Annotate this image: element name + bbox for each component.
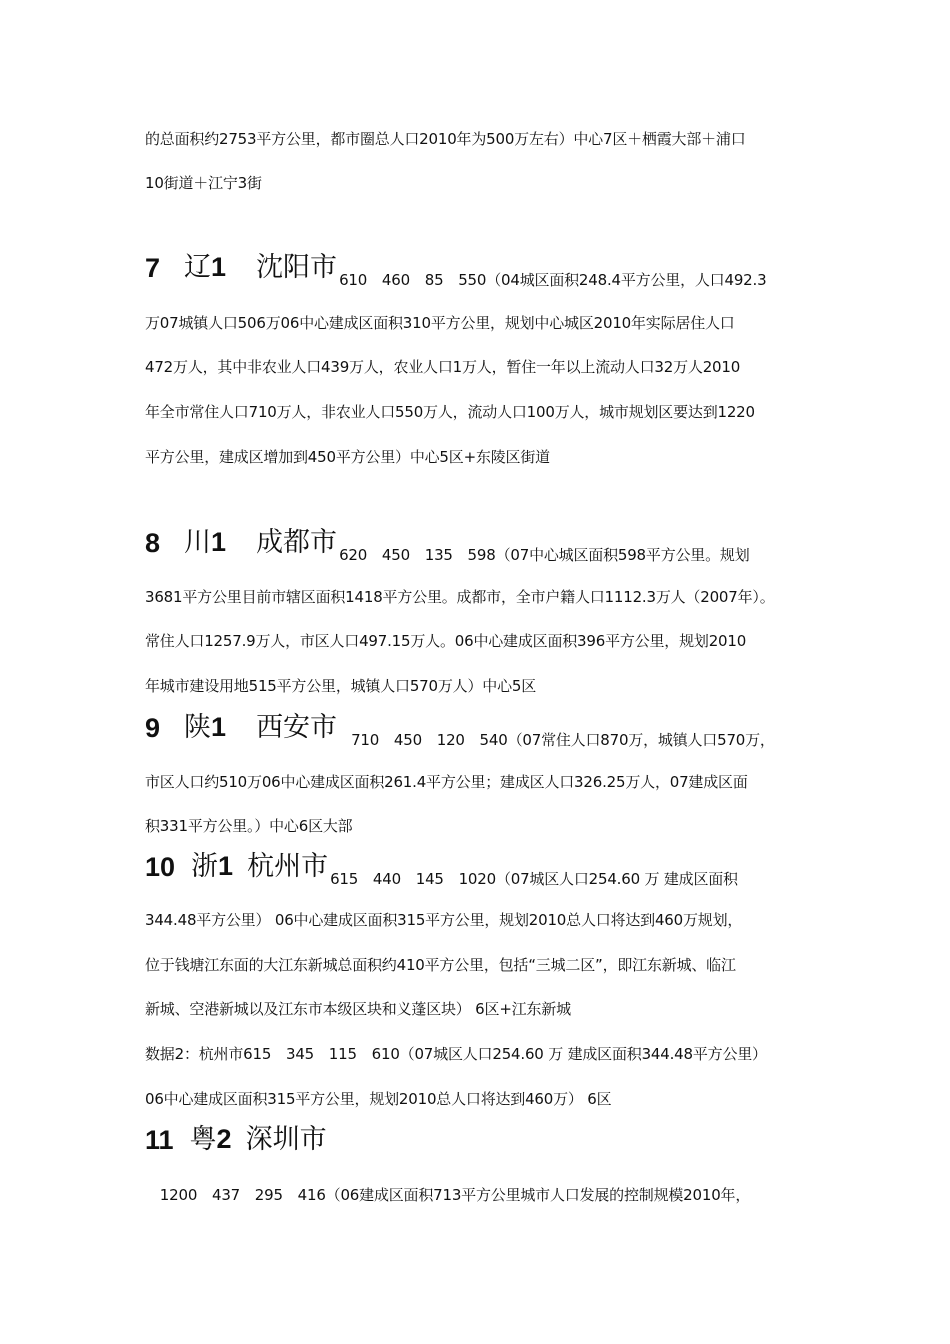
province-abbr <box>184 527 226 558</box>
entry-line: 新城、空港新城以及江东市本级区块和义蓬区块） 6区+江东新城 <box>145 1000 571 1018</box>
province-abbr <box>184 252 226 283</box>
city-name: 杭州市 <box>247 851 329 882</box>
entry-number: 8 <box>145 528 161 558</box>
rank: 1 <box>211 527 227 557</box>
entry-line: 344.48平方公里） 06中心建成区面积315平方公里，规划2010总人口将达到460万规划， <box>145 911 743 929</box>
city-name: 沈阳市 <box>256 252 338 283</box>
province-abbr <box>190 1124 232 1155</box>
entry-line: 市区人口约510万06中心建成区面积261.4平方公里；建成区人口326.25万人，07建成区面 <box>145 773 748 791</box>
entry-heading-chengdu <box>145 527 750 564</box>
province-char: 辽 <box>184 252 212 283</box>
entry-line: 06中心建成区面积315平方公里，规划2010总人口将达到460万） 6区 <box>145 1090 612 1108</box>
intro-line-1: 的总面积约2753平方公里，都市圈总人口2010年为500万左右）中心7区＋栖霞大部＋浦口 <box>145 130 746 148</box>
intro-line-2: 10街道＋江宁3街 <box>145 174 262 192</box>
entry-line: 数据2：杭州市615 345 115 610（07城区人口254.60 万 建成区面积344.48平方公里） <box>145 1045 767 1063</box>
province-char: 粤 <box>189 1124 217 1155</box>
entry-line: 万07城镇人口506万06中心建成区面积310平方公里，规划中心城区2010年实际居住人口 <box>145 314 735 332</box>
entry-line: 年全市常住人口710万人，非农业人口550万人，流动人口100万人，城市规划区要达到1220 <box>145 403 755 421</box>
rank: 1 <box>211 252 227 282</box>
entry-line: 积331平方公里。）中心6区大部 <box>145 817 353 835</box>
entry-line: 3681平方公里目前市辖区面积1418平方公里。成都市，全市户籍人口1112.3万人（2007年）。 <box>145 588 775 606</box>
city-name: 西安市 <box>256 712 338 743</box>
entry-data-first-line: 710 450 120 540（07常住人口870万，城镇人口570万， <box>351 731 775 749</box>
entry-data-first-line: 615 440 145 1020（07城区人口254.60 万 建成区面积 <box>330 870 738 888</box>
entry-data-first-line: 620 450 135 598（07中心城区面积598平方公里。规划 <box>339 546 750 564</box>
entry-number: 10 <box>145 852 176 882</box>
entry-heading-shenzhen <box>145 1124 327 1155</box>
city-name: 深圳市 <box>245 1124 327 1155</box>
entry-line: 平方公里，建成区增加到450平方公里）中心5区+东陵区街道 <box>145 448 550 466</box>
province-abbr <box>191 851 233 882</box>
entry-number: 11 <box>145 1125 174 1155</box>
rank: 1 <box>218 851 234 881</box>
entry-line: 472万人，其中非农业人口439万人，农业人口1万人，暂住一年以上流动人口32万人2010 <box>145 358 741 376</box>
province-abbr <box>184 712 226 743</box>
province-char: 川 <box>184 527 212 558</box>
entry-number: 9 <box>145 713 161 743</box>
province-char: 陕 <box>184 712 212 743</box>
entry-line: 1200 437 295 416（06建成区面积713平方公里城市人口发展的控制规模2010年， <box>145 1186 751 1204</box>
entry-line: 年城市建设用地515平方公里，城镇人口570万人）中心5区 <box>145 677 537 695</box>
city-name: 成都市 <box>256 527 338 558</box>
entry-data-first-line: 610 460 85 550（04城区面积248.4平方公里，人口492.3 <box>339 271 767 289</box>
entry-line: 常住人口1257.9万人，市区人口497.15万人。06中心建成区面积396平方公里，规划2010 <box>145 632 747 650</box>
rank: 2 <box>216 1124 232 1154</box>
province-char: 浙 <box>191 851 219 882</box>
entry-line: 位于钱塘江东面的大江东新城总面积约410平方公里，包括“三城二区”，即江东新城、临江 <box>145 956 736 974</box>
entry-heading-xian <box>145 712 775 749</box>
entry-number: 7 <box>145 253 161 283</box>
rank: 1 <box>211 712 227 742</box>
entry-heading-hangzhou <box>145 851 738 888</box>
entry-heading-shenyang <box>145 252 767 289</box>
